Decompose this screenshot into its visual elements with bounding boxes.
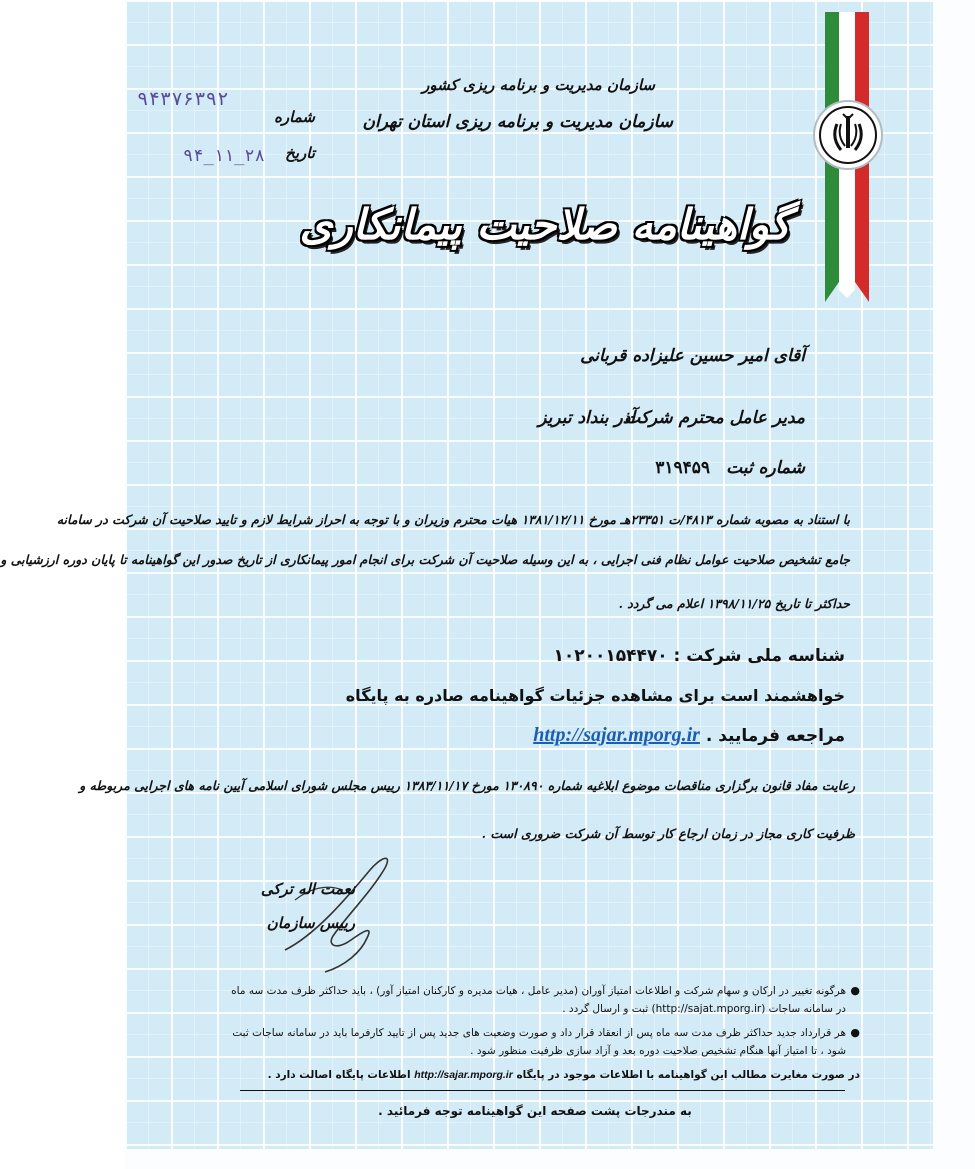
date-label: تاریخ <box>285 144 315 162</box>
note-item <box>220 1024 860 1060</box>
reference-line <box>375 724 845 747</box>
note-text: هر قرارداد جدید حداکثر ظرف مدت سه ماه پس از انعقاد قرار داد و صورت وضعیت های جدید پس از تایید کارفرما باید در سامانه ساجات ثبت شود ، تا امتیاز آنها هنگام تشخیص صلاحیت دوره بعد و آزاد سازی ظرفیت منظور شود . <box>232 1027 846 1057</box>
signatory-name: نعمت اله ترکی <box>260 880 355 898</box>
org-name-provincial: سازمان مدیریت و برنامه ریزی استان تهران <box>362 112 673 132</box>
national-id: شناسه ملی شرکت : ۱۰۲۰۰۱۵۴۴۷۰ <box>553 646 845 666</box>
company-name: آذر بنداد تبریز <box>538 408 635 428</box>
registration-number: ۳۱۹۴۵۹ <box>655 458 710 478</box>
certificate-title: گواهینامه صلاحیت پیمانکاری <box>299 200 791 249</box>
reference-text: خواهشمند است برای مشاهده جزئیات گواهینامه صادره به پایگاه <box>345 686 845 705</box>
signature-mark <box>275 840 415 980</box>
notes-section <box>220 982 860 1084</box>
signatory-title: رییس سازمان <box>266 914 355 932</box>
reference-suffix: مراجعه فرمایید . <box>705 726 845 746</box>
sajar-link[interactable]: http://sajar.mporg.ir <box>533 724 700 746</box>
warning-before: در صورت مغایرت مطالب این گواهینامه با اطلاعات موجود در پایگاه <box>516 1069 860 1081</box>
recipient-name: آقای امیر حسین علیزاده قربانی <box>580 346 805 366</box>
iran-emblem-icon <box>815 102 881 168</box>
body-line-1: با استناد به مصوبه شماره ۴۸۱۳/ت ۲۳۳۵۱هـ مورخ ۱۳۸۱/۱۲/۱۱ هیات محترم وزیران و با توجه به احراز شرایط لازم و تایید صلاحیت آن شرکت در سامانه <box>56 512 850 527</box>
registration-label: شماره ثبت <box>726 458 805 478</box>
authenticity-warning <box>220 1066 860 1084</box>
scan-margin-bottom <box>125 1149 975 1169</box>
note-text: هرگونه تغییر در ارکان و سهام شرکت و اطلاعات امتیاز آوران (مدیر عامل ، هیات مدیره و کارکنان امتیاز آور) ، باید حداکثر ظرف مدت سه ماه در سامانه ساجات (http://sajat.mporg.ir) ثبت و ارسال گردد . <box>231 985 846 1015</box>
warning-link[interactable]: http://sajar.mporg.ir <box>414 1069 513 1081</box>
bullet-icon: ● <box>850 984 860 997</box>
footer-divider <box>240 1090 845 1091</box>
law-line-2: ظرفیت کاری مجاز در زمان ارجاع کار توسط آن شرکت ضروری است . <box>481 826 855 841</box>
law-line-1: رعایت مفاد قانون برگزاری مناقصات موضوع ابلاغیه شماره ۱۳۰۸۹۰ مورخ ۱۳۸۳/۱۱/۱۷ رییس مجلس شورای اسلامی آیین نامه های اجرایی مربوطه و <box>79 778 855 793</box>
scan-margin <box>933 0 975 1169</box>
number-label: شماره <box>274 108 315 126</box>
bullet-icon: ● <box>850 1026 860 1039</box>
back-page-note: به مندرجات پشت صفحه این گواهینامه توجه فرمائید . <box>378 1104 692 1118</box>
note-item <box>220 982 860 1018</box>
body-line-3: حداکثر تا تاریخ ۱۳۹۸/۱۱/۲۵ اعلام می گردد . <box>618 596 850 611</box>
body-line-2: جامع تشخیص صلاحیت عوامل نظام فنی اجرایی ، به این وسیله صلاحیت آن شرکت برای انجام امور پیمانکاری از تاریخ صدور این گواهینامه تا پایان دوره ارزشیابی و <box>0 552 850 567</box>
warning-after: اطلاعات پایگاه اصالت دارد . <box>267 1069 411 1081</box>
handwritten-letter-date: ۹۴_۱۱_۲۸ <box>183 146 265 166</box>
emblem-seal <box>813 100 883 170</box>
ceo-label: مدیر عامل محترم شرکت <box>624 408 805 428</box>
org-name-national: سازمان مدیریت و برنامه ریزی کشور <box>422 76 655 94</box>
handwritten-letter-number: ۹۴۳۷۶۳۹۲ <box>137 88 229 110</box>
